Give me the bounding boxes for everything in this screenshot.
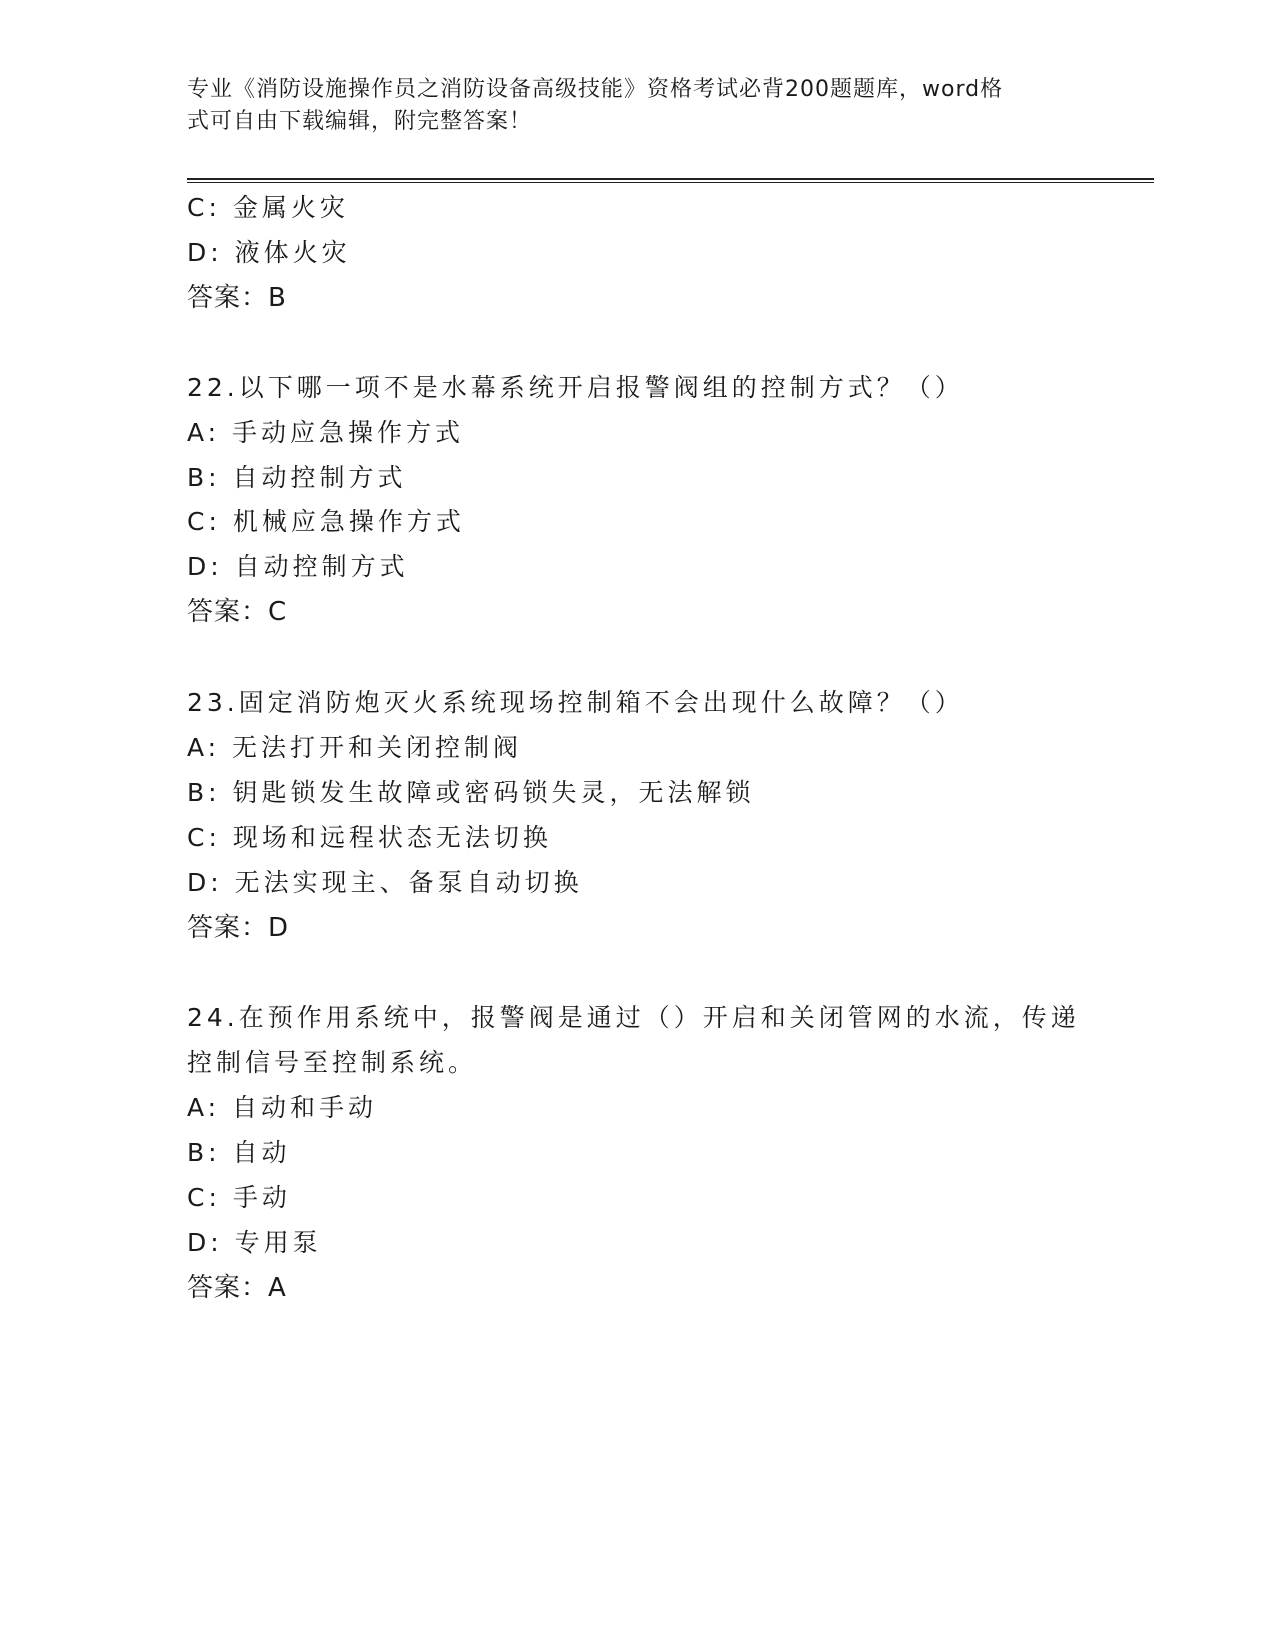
q23-option-a: A: 无法打开和关闭控制阀 [187,733,523,762]
q21-option-c: C: 金属火灾 [187,193,349,222]
document-header [187,74,1077,138]
header-divider [187,178,1154,183]
q24-option-c: C: 手动 [187,1183,291,1212]
q24-option-a: A: 自动和手动 [187,1093,378,1122]
q22-option-d: D: 自动控制方式 [187,552,409,581]
q22-question: 22.以下哪一项不是水幕系统开启报警阀组的控制方式？（） [187,373,964,402]
q24-answer: 答案：A [187,1273,287,1303]
q23-option-b: B: 钥匙锁发生故障或密码锁失灵，无法解锁 [187,778,755,807]
q21-option-d: D: 液体火灾 [187,238,351,267]
q22-option-a: A: 手动应急操作方式 [187,418,465,447]
q23-answer: 答案：D [187,913,290,943]
q24-option-b: B: 自动 [187,1138,291,1167]
q23-question: 23.固定消防炮灭火系统现场控制箱不会出现什么故障？（） [187,688,964,717]
q22-option-c: C: 机械应急操作方式 [187,507,465,536]
q23-option-d: D: 无法实现主、备泵自动切换 [187,868,583,897]
q23-option-c: C: 现场和远程状态无法切换 [187,823,552,852]
q24-question-line-2: 控制信号至控制系统。 [187,1048,478,1077]
q24-question-line-1: 24.在预作用系统中，报警阀是通过（）开启和关闭管网的水流，传递 [187,1003,1080,1032]
header-title-line-2: 式可自由下载编辑，附完整答案！ [187,109,533,134]
q22-option-b: B: 自动控制方式 [187,463,407,492]
q22-answer: 答案：C [187,597,288,627]
header-title-line-1: 专业《消防设施操作员之消防设备高级技能》资格考试必背200题题库，word格 [187,77,1004,102]
q21-answer: 答案：B [187,283,287,313]
q24-option-d: D: 专用泵 [187,1228,322,1257]
